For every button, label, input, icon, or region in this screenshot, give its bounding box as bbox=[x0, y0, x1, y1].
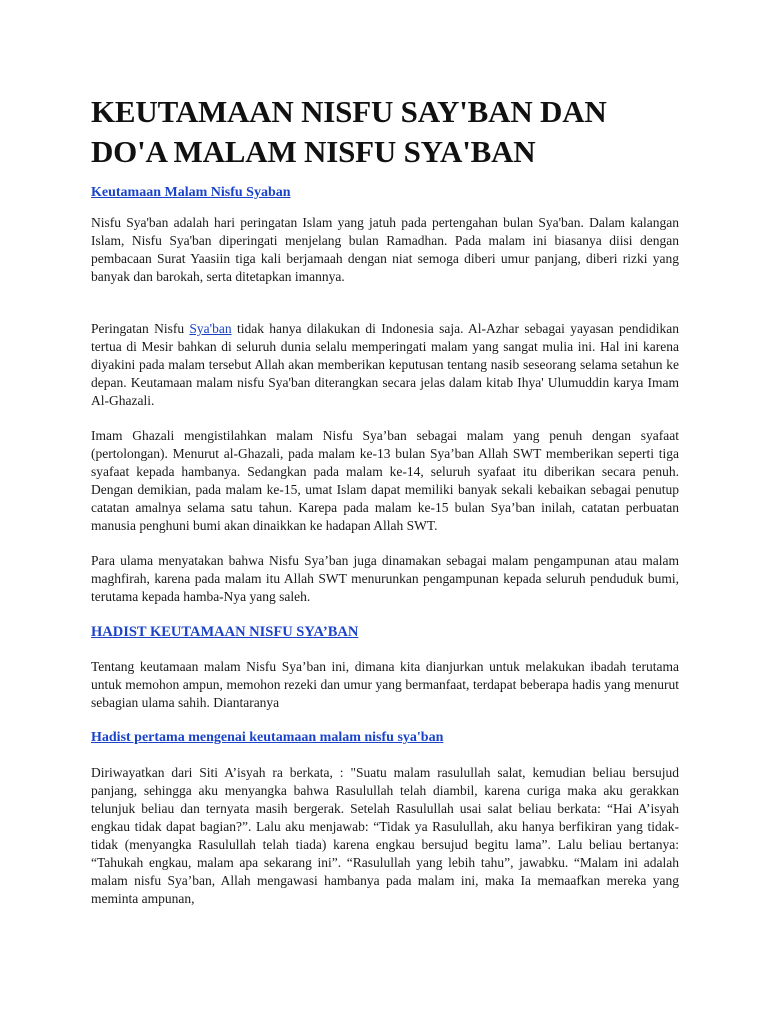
paragraph-text: tidak hanya dilakukan di Indonesia saja. Al-Azhar sebagai yayasan pendidikan tertua di Mesir bahkan di seluruh dunia selalu memperingati malam yang sangat mulia ini. Hal ini karena diyakini pada malam tersebut Allah akan memberikan keputusan tentang nasib seseorang selama setahun ke depan. Keutamaan malam nisfu Sya'ban diterangkan secara jelas dalam kitab Ihya' Ulumuddin karya Imam Al-Ghazali. bbox=[91, 321, 679, 408]
document-page bbox=[91, 92, 679, 908]
paragraph-peringatan bbox=[91, 320, 679, 410]
link-syaban[interactable]: Sya'ban bbox=[189, 321, 232, 336]
paragraph-imam-ghazali: Imam Ghazali mengistilahkan malam Nisfu Sya’ban sebagai malam yang penuh dengan syafaat (pertolongan). Menurut al-Ghazali, pada malam ke-13 bulan Sya’ban Allah SWT memberikan seperti tiga syafaat kepada hambanya. Sedangkan pada malam ke-14, seluruh syafaat itu diberikan secara penuh. Dengan demikian, pada malam ke-15, umat Islam dapat memiliki banyak sekali kebaikan sebagai penutup catatan amalnya selama satu tahun. Karepa pada malam ke-15 bulan Sya’ban inilah, catatan perbuatan manusia penghuni bumi akan dinaikkan ke hadapan Allah SWT. bbox=[91, 428, 679, 533]
paragraph-diriwayatkan: Diriwayatkan dari Siti A’isyah ra berkata, : "Suatu malam rasulullah salat, kemudian beliau bersujud panjang, sehingga aku menyangka bahwa Rasulullah telah diambil, karena curiga maka aku gerakkan telunjuk beliau dan ternyata masih bergerak. Setelah Rasulullah usai salat beliau berkata: “Hai A’isyah engkau tidak dapat bagian?”. Lalu aku menjawab: “Tidak ya Rasulullah, aku hanya berfikiran yang tidak-tidak (menyangka Rasulullah telah tiada) karena engkau bersujud begitu lama”. Lalu beliau bertanya: “Tahukah engkau, malam apa sekarang ini”. “Rasulullah yang lebih tahu”, jawabku. “Malam ini adalah malam nisfu Sya’ban, Allah mengawasi hambanya pada malam ini, maka Ia memaafkan mereka yang meminta ampunan, bbox=[91, 765, 679, 906]
paragraph-tentang-keutamaan: Tentang keutamaan malam Nisfu Sya’ban ini, dimana kita dianjurkan untuk melakukan ibadah terutama untuk memohon ampun, memohon rezeki dan umur yang bermanfaat, terdapat beberapa hadis yang menurut sebagian ulama sahih. Diantaranya bbox=[91, 659, 679, 710]
section-heading-keutamaan-malam[interactable]: Keutamaan Malam Nisfu Syaban bbox=[91, 185, 291, 200]
paragraph-text: Peringatan Nisfu bbox=[91, 321, 190, 336]
page-title: KEUTAMAAN NISFU SAY'BAN DAN DO'A MALAM NISFU SYA'BAN bbox=[91, 94, 607, 169]
section-heading-hadist-pertama[interactable]: Hadist pertama mengenai keutamaan malam nisfu sya'ban bbox=[91, 730, 444, 745]
section-heading-hadist[interactable]: HADIST KEUTAMAAN NISFU SYA’BAN bbox=[91, 624, 359, 640]
paragraph-intro: Nisfu Sya'ban adalah hari peringatan Islam yang jatuh pada pertengahan bulan Sya'ban. Dalam kalangan Islam, Nisfu Sya'ban diperingati menjelang bulan Ramadhan. Pada malam ini biasanya diisi dengan pembacaan Surat Yaasiin tiga kali berjamaah dengan niat semoga diberi umur panjang, diberi rizki yang banyak dan barokah, serta ditetapkan imannya. bbox=[91, 215, 679, 284]
paragraph-para-ulama: Para ulama menyatakan bahwa Nisfu Sya’ban juga dinamakan sebagai malam pengampunan atau malam maghfirah, karena pada malam itu Allah SWT menurunkan pengampunan kepada seluruh penduduk bumi, terutama kepada hamba-Nya yang saleh. bbox=[91, 553, 679, 604]
